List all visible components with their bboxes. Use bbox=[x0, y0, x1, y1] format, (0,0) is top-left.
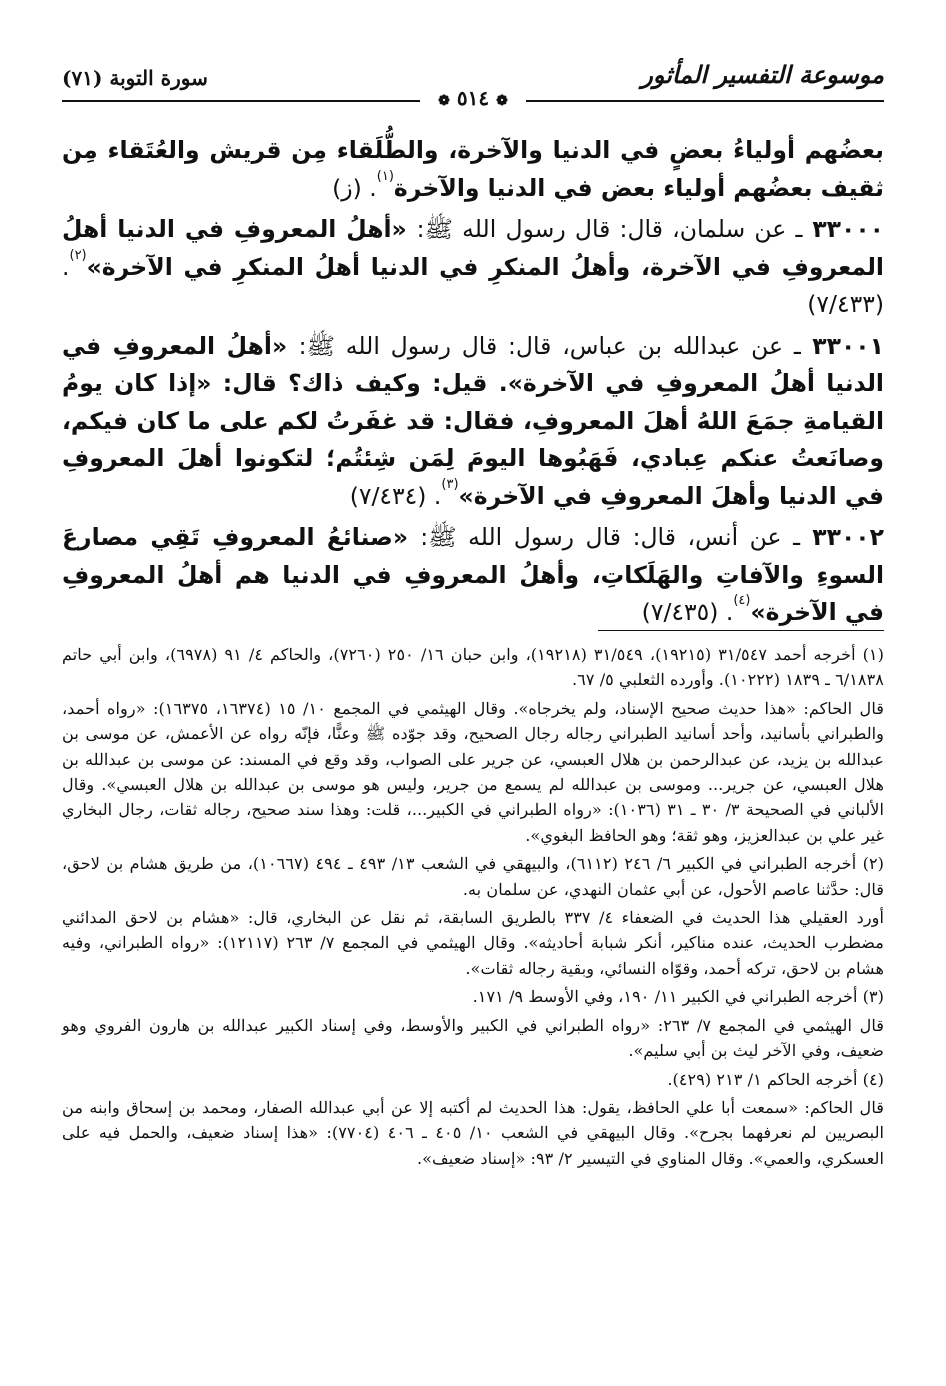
hadith-paragraph bbox=[62, 211, 884, 324]
hadith-text: بعضُهم أولياءُ بعضٍ في الدنيا والآخرة، والطُّلَقاء مِن قريش والعُتَقاء مِن ثقيف بعضُهم أولياء بعض في الدنيا والآخرة bbox=[62, 136, 884, 202]
footnote-ref[interactable]: (٣) bbox=[441, 476, 459, 492]
hadith-number: ٣٣٠٠١ bbox=[812, 331, 884, 360]
footnote: قال الهيثمي في المجمع ٧/ ٢٦٣: «رواه الطبراني في الكبير والأوسط، وفي إسناد الكبير عبدالله بن هارون الفروي وهو ضعيف، وفي الآخر ليث بن أبي سليم». bbox=[62, 1015, 885, 1061]
hadith-text: «صنائعُ المعروفِ تَقِي مصارعَ السوءِ والآفاتِ والهَلَكاتِ، وأهلُ المعروفِ في الدنيا هم أهلُ المعروفِ في الآخرة» bbox=[62, 523, 884, 626]
hadith-paragraph bbox=[62, 328, 884, 516]
hadith-intro: ـ عن عبدالله بن عباس، قال: قال رسول الله ﷺ: bbox=[298, 331, 801, 360]
footnote: قال الحاكم: «هذا حديث صحيح الإسناد، ولم يخرجاه». وقال الهيثمي في المجمع ١٠/ ١٥ (١٦٣٧٤، ١٦٣٧٥): «رواه أحمد، والطبراني بأسانيد، وأحد أسانيد الطبراني رجاله رجال الصحيح، وقد جوّده ﷺ وعنًّا، فإنّه رواه عن الأعمش، عن موسى بن عبدالله بن يزيد، عن عبدالرحمن بن هلال العبسي، عن جرير على الصواب، وقد وقع في المسند: عن موسى بن عبدالله بن هلال العبسي، عن جرير... وموسى بن عبدالله لم يسمع من جرير، وليس هو موسى بن عبدالله بن هلال العبسي». وقال الألباني في الصحيحة ٣/ ٣٠ ـ ٣١ (١٠٣٦): «رواه الطبراني في الكبير...، قلت: وهذا سند صحيح، رجاله ثقات، رجال البخاري غير علي بن عبدالعزيز، وهو ثقة؛ وهو الحافظ البغوي». bbox=[62, 698, 884, 845]
page-number: ٥١٤ bbox=[456, 86, 490, 110]
hadith-paragraph bbox=[62, 132, 884, 207]
hadith-tail: . (٧/٤٣٣) bbox=[62, 252, 884, 318]
series-title: موسوعة التفسير المأثور bbox=[641, 60, 884, 89]
hadith-text: «أهلُ المعروفِ في الدنيا أهلُ المعروفِ في الآخرة، وأهلُ المنكرِ في الدنيا أهلُ المنكرِ في الآخرة» bbox=[62, 215, 884, 281]
footnotes bbox=[62, 642, 884, 1174]
footnote-ref[interactable]: (٢) bbox=[69, 247, 87, 263]
footnote: (٢) أخرجه الطبراني في الكبير ٦/ ٢٤٦ (٦١١٢)، والبيهقي في الشعب ١٣/ ٤٩٣ ـ ٤٩٤ (١٠٦٦٧)، من طريق هشام بن لاحق، قال: حدَّثنا عاصم الأحول، عن أبي عثمان النهدي، عن سلمان به. bbox=[62, 854, 884, 899]
hadith-number: ٣٣٠٠٠ bbox=[812, 215, 885, 243]
footnote: (١) أخرجه أحمد ٣١/٥٤٧ (١٩٢١٥)، ٣١/٥٤٩ (١٩٢١٨)، وابن حبان ١٦/ ٢٥٠ (٧٢٦٠)، والحاكم ٤/ ٩١ (٦٩٧٨)، وابن أبي حاتم ٦/١٨٣٨ ـ ١٨٣٩ (١٠٢٢٢). وأورده الثعلبي ٥/ ٦٧. bbox=[62, 645, 884, 690]
hadith-tail: . (٧/٤٣٥) bbox=[641, 598, 734, 626]
hadith-intro: ـ عن أنس، قال: قال رسول الله ﷺ: bbox=[420, 523, 801, 551]
hadith-intro: ـ عن سلمان، قال: قال رسول الله ﷺ: bbox=[416, 215, 803, 243]
ornament-icon: ❁ bbox=[496, 93, 508, 109]
footnote-separator bbox=[598, 630, 884, 631]
footnote: (٣) أخرجه الطبراني في الكبير ١١/ ١٩٠، وفي الأوسط ٩/ ١٧١. bbox=[472, 987, 884, 1007]
page-number-box bbox=[420, 86, 526, 114]
hadith-tail: . (٧/٤٣٤) bbox=[349, 481, 442, 510]
main-text bbox=[62, 132, 884, 636]
footnote: قال الحاكم: «سمعت أبا علي الحافظ، يقول: هذا الحديث لم أكتبه إلا عن أبي عبدالله الصفار، ومحمد بن إسحاق وابنه من البصريين لم نعرفهما بجرح». وقال البيهقي في الشعب ١٠/ ٤٠٥ ـ ٤٠٦ (٧٧٠٤): «هذا إسناد ضعيف، والحمل فيه على العسكري، والعمي». وقال المناوي في التيسير ٢/ ٩٣: «إسناد ضعيف». bbox=[62, 1097, 884, 1168]
footnote: (٤) أخرجه الحاكم ١/ ٢١٣ (٤٢٩). bbox=[667, 1069, 884, 1089]
footnote: أورد العقيلي هذا الحديث في الضعفاء ٤/ ٣٣٧ بالطريق السابقة، ثم نقل عن البخاري، قال: «هشام بن لاحق المدائني مضطرب الحديث، عنده مناكير، أنكر شبابة أحاديثه». وقال الهيثمي في المجمع ٧/ ٢٦٣ (١٢١١٧): «رواه الطبراني، وفيه هشام بن لاحق، تركه أحمد، وقوّاه النسائي، وبقية رجاله ثقات». bbox=[62, 908, 884, 978]
ornament-icon: ❁ bbox=[438, 93, 450, 109]
hadith-paragraph bbox=[62, 519, 884, 632]
footnote-ref[interactable]: (٤) bbox=[733, 593, 751, 608]
hadith-number: ٣٣٠٠٢ bbox=[812, 523, 884, 551]
hadith-tail: . (ز) bbox=[332, 173, 377, 202]
footnote-ref[interactable]: (١) bbox=[376, 168, 394, 184]
surah-title: سورة التوبة (٧١) bbox=[62, 66, 208, 90]
hadith-text: «أهلُ المعروفِ في الدنيا أهلُ المعروفِ في الآخرة». قيل: وكيف ذاك؟ قال: «إذا كان يومُ القيامةِ جمَعَ اللهُ أهلَ المعروفِ، فقال: قد غفَرتُ لكم على ما كان فيكم، وصانَعتُ عنكم عِبادي، فَهَبُوها اليومَ لِمَن شِئتُم؛ لتكونوا أهلَ المعروفِ في الدنيا وأهلَ المعروفِ في الآخرة» bbox=[62, 331, 884, 510]
